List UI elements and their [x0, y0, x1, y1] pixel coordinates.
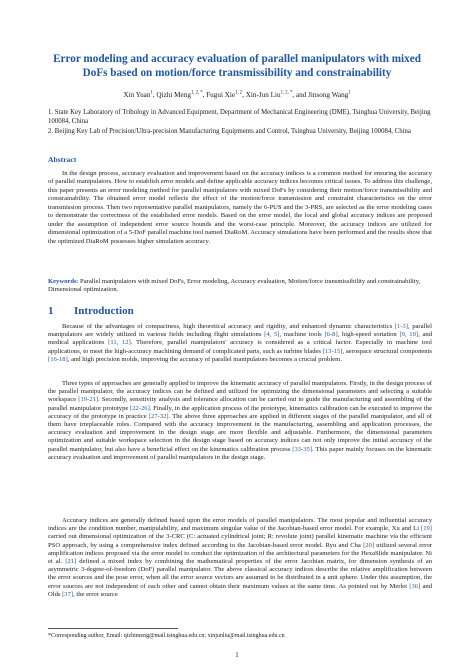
author-separator: ,: [152, 91, 157, 99]
affiliation-1: 1. State Key Laboratory of Tribology in Advanced Equipment, Department of Mechanical Engineering (DME), Tsinghua University, Beijing 100084, China: [48, 109, 431, 125]
section-title: Introduction: [74, 305, 134, 317]
citation-link[interactable]: [1-3]: [394, 323, 408, 330]
author-separator: ,: [242, 91, 246, 99]
author-name: Xin Yuan: [123, 91, 151, 99]
paragraph-text: , and medical applications: [48, 331, 432, 347]
citation-link[interactable]: [20]: [363, 541, 375, 549]
paragraph-text: and Olds: [48, 582, 432, 598]
author-affiliation-mark: 1, 2, *: [280, 90, 293, 96]
intro-paragraph-3: [48, 517, 432, 599]
paragraph-text: utilized several error amplification indices proposed via the error model to conduct the optimization of the architectural parameters for the HexaSlide manipulator. Ni et al.: [48, 541, 432, 566]
citation-link[interactable]: [19]: [421, 525, 432, 533]
footnote: *Corresponding author, Email: qizhimeng@mail.tsinghua.edu.cn; xinjunliu@mail.tsinghua.edu.cn: [48, 633, 285, 639]
intro-paragraph-2: [48, 380, 432, 462]
author-separator: , and: [292, 91, 309, 99]
keywords-label: Keywords: [48, 278, 77, 285]
page-number: 1: [235, 652, 239, 659]
citation-link[interactable]: [19-21]: [78, 396, 99, 404]
author-affiliation-mark: 1, 2, *: [190, 90, 203, 96]
paragraph-text: , machine tools: [279, 331, 325, 339]
section-heading: [48, 305, 134, 317]
paragraph-text: , the error source: [73, 590, 118, 598]
paper-title: Error modeling and accuracy evaluation of parallel manipulators with mixed DoFs based on motion/force transmissibility and constrainability: [53, 53, 421, 79]
citation-link[interactable]: [4, 5]: [264, 331, 280, 339]
citation-link[interactable]: [9, 10]: [399, 331, 419, 339]
paragraph-text: . Secondly, sensitivity analysis and tolerance allocation can be carried out to guide the manufacturing and assembling of the parallel manipulator prototype: [48, 396, 433, 412]
paragraph-text: . The above three approaches are applied in different stages of the parallel manipulator, and all of them have irreplaceable roles. Compared with the accuracy improvement in the manufacturing, assembling and application processes, the accuracy evaluation and improvement in the design stage are more flexible and adjustable. Furthermore, the dimensional parameters optimization and suitable workspace selection in the design stage based on accuracy indices can not only improve the initial accuracy of the parallel manipulator, but also have a beneficial effect on the kinematics calibration process: [48, 412, 432, 453]
paragraph-text: . Therefore, parallel manipulators' accuracy is considered as a critical factor. Especially in machine tool applications, to meet the high-accuracy machining demand of complicated parts, such as turbine blades: [48, 339, 433, 355]
paragraph-text: carried out dimensional optimization of the 3-CRC (C: actuated cylindrical joint; R: revolute joint) parallel kinematic machine via the efficient PSO approach, by using a comprehensive index defined according to the Jacobian-based error model. Ryu and Cha: [48, 533, 432, 549]
citation-link[interactable]: [22-26]: [130, 404, 150, 412]
author-name: Jinsong Wang: [308, 91, 349, 99]
abstract-text: In the design process, accuracy evaluation and improvement based on the accuracy indices is a common method for ensuring the accuracy of parallel manipulators. How to establish error models and define applicable accuracy indices becomes critical issues. To address this challenge, this paper presents an error modeling method for parallel manipulators with mixed DoFs by considering their motion/force transmissibility and constrainability. The obtained error model reflects the effect of the motion/force transmission and constraint characteristics on the error transmission process. Then two representative parallel manipulators, namely the 6-PUS and the 3-PRS, are selected as the error modeling cases to demonstrate the correctness of the established error models. Based on the error model, the local and global accuracy indices are proposed under the assumption of independent error source bounds and the worst-case principle. Moreover, the accuracy indices are utilized for dimensional optimization of a 5-DoF parallel machine tool named DiaRoM. Accuracy simulations have been performed and the results show that the optimized DiaRoM possesses higher simulation accuracy.: [48, 170, 432, 245]
abstract-heading: Abstract: [48, 155, 77, 164]
paragraph-text: Three types of approaches are generally applied to improve the kinematic accuracy of parallel manipulators. Firstly, in the design process of the parallel manipulator, the accuracy indices can be defined and utilized for optimizing the dimensional parameters and selecting a suitable workspace: [48, 380, 432, 404]
author-list: [40, 90, 434, 100]
citation-link[interactable]: [21]: [65, 558, 77, 566]
paragraph-text: defined a mixed index by combining the mathematical properties of the error Jacobian matrix, for dimension synthesis of an asymmetric 3-degree-of-freedom (DoF) parallel manipulator. The above classical accuracy indices describe the relative amplification between the error sources and the pose error, when all the error source vectors are assumed to be distributed in a unit sphere. Under this assumption, the error sources are not independent of each other and cannot obtain their maximum values at the same time. As pointed out by Merlet: [48, 558, 432, 590]
paragraph-text: Accuracy indices are generally defined based upon the error models of parallel manipulators. The most popular and influential accuracy indices are the condition number, manipulability, and maximum singular value of the Jacobian-based error model. For example, Xu and Li: [48, 517, 432, 533]
citation-link[interactable]: [36]: [409, 582, 421, 590]
section-number: 1: [48, 305, 54, 317]
keywords-text: : Parallel manipulators with mixed DoFs, Error modeling, Accuracy evaluation, Motion/force transmissibility and constrainability, Dimensional optimization.: [48, 278, 421, 294]
paragraph-text: Because of the advantages of compactness, high theoretical accuracy and rigidity, and enhanced dynamic characteristics: [62, 323, 395, 330]
citation-link[interactable]: [27-32]: [148, 412, 169, 420]
author-separator: ,: [202, 91, 207, 99]
affiliation-2: 2. Beijing Key Lab of Precision/Ultra-precision Manufacturing Equipments and Control, Tsinghua University, Beijing 100084, China: [48, 128, 411, 135]
citation-link[interactable]: [16-18]: [48, 355, 68, 363]
paragraph-text: , aerospace structural components: [342, 347, 432, 355]
author-name: Fugui Xie: [206, 91, 236, 99]
author-name: Xin-Jun Liu: [245, 91, 281, 99]
paragraph-text: , high-speed sortation: [337, 331, 400, 339]
keywords: [48, 278, 432, 295]
author-affiliation-mark: 1: [348, 90, 351, 96]
intro-paragraph-1: [48, 323, 432, 364]
paragraph-text: . Finally, in the application process of the prototype, kinematics calibration can be executed to improve the accuracy of the prototype in practice: [48, 404, 432, 420]
author-affiliation-mark: 1, 2: [235, 90, 243, 96]
author-affiliation-mark: 1: [150, 90, 153, 96]
paragraph-text: , parallel manipulators are widely utilized in various fields including flight simulations: [48, 323, 432, 339]
paragraph-text: , and high precision molds, improving the accuracy of parallel manipulators becomes a crucial problem.: [67, 355, 342, 363]
author-name: Qizhi Meng: [156, 91, 191, 99]
paragraph-text: . This paper mainly focuses on the kinematic accuracy evaluation and improvement of parallel manipulators in the design stage.: [48, 445, 432, 461]
citation-link[interactable]: [33-35]: [292, 445, 313, 453]
citation-link[interactable]: [13-15]: [322, 347, 343, 355]
citation-link[interactable]: [37]: [62, 590, 74, 598]
citation-link[interactable]: [11, 12]: [108, 339, 131, 347]
citation-link[interactable]: [6-8]: [324, 331, 338, 339]
footnote-rule: [48, 628, 178, 629]
